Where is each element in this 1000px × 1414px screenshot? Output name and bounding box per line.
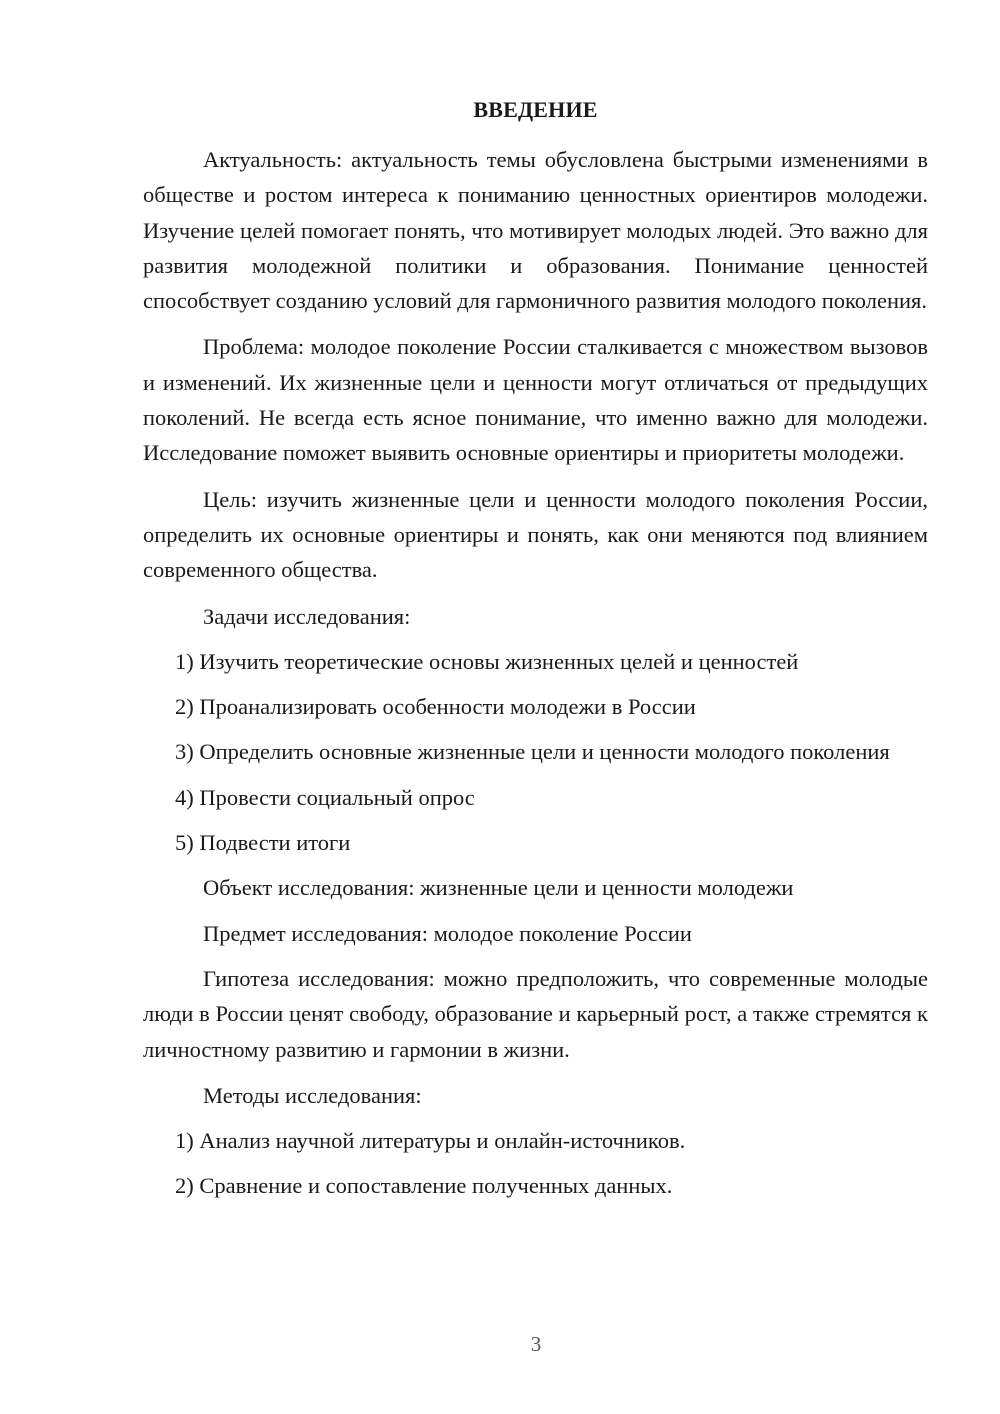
goal-paragraph: Цель: изучить жизненные цели и ценности молодого поколения России, определить их основные ориентиры и понять, как они меняются под влиянием современного общества. [143,486,928,583]
task-item: 3) Определить основные жизненные цели и ценности молодого поколения [175,739,890,765]
tasks-heading: Задачи исследования: [203,603,411,629]
methods-heading: Методы исследования: [203,1082,422,1108]
page-number: 3 [530,1332,542,1356]
method-item: 2) Сравнение и сопоставление полученных данных. [175,1173,673,1199]
method-item: 1) Анализ научной литературы и онлайн-источников. [175,1128,686,1154]
object-paragraph: Объект исследования: жизненные цели и ценности молодежи [203,875,794,901]
page-content [143,94,928,1214]
task-item: 1) Изучить теоретические основы жизненных целей и ценностей [175,648,799,674]
section-title: ВВЕДЕНИЕ [473,97,598,122]
hypothesis-paragraph: Гипотеза исследования: можно предположить, что современные молодые люди в России ценят свободу, образование и карьерный рост, а также стремятся к личностному развитию и гармонии в жизни. [143,965,928,1062]
task-item: 5) Подвести итоги [175,830,351,856]
relevance-paragraph: Актуальность: актуальность темы обусловлена быстрыми изменениями в обществе и ростом интереса к пониманию ценностных ориентиров молодежи. Изучение целей помогает понять, что мотивирует молодых людей. Это важно для развития молодежной политики и образования. Понимание ценностей способствует созданию условий для гармоничного развития молодого поколения. [143,147,928,314]
task-item: 2) Проанализировать особенности молодежи в России [175,694,696,720]
problem-paragraph: Проблема: молодое поколение России сталкивается с множеством вызовов и изменений. Их жизненные цели и ценности могут отличаться от предыдущих поколений. Не всегда есть ясное понимание, что именно важно для молодежи. Исследование поможет выявить основные ориентиры и приоритеты молодежи. [143,334,928,466]
task-item: 4) Провести социальный опрос [175,784,475,810]
subject-paragraph: Предмет исследования: молодое поколение России [203,920,692,946]
